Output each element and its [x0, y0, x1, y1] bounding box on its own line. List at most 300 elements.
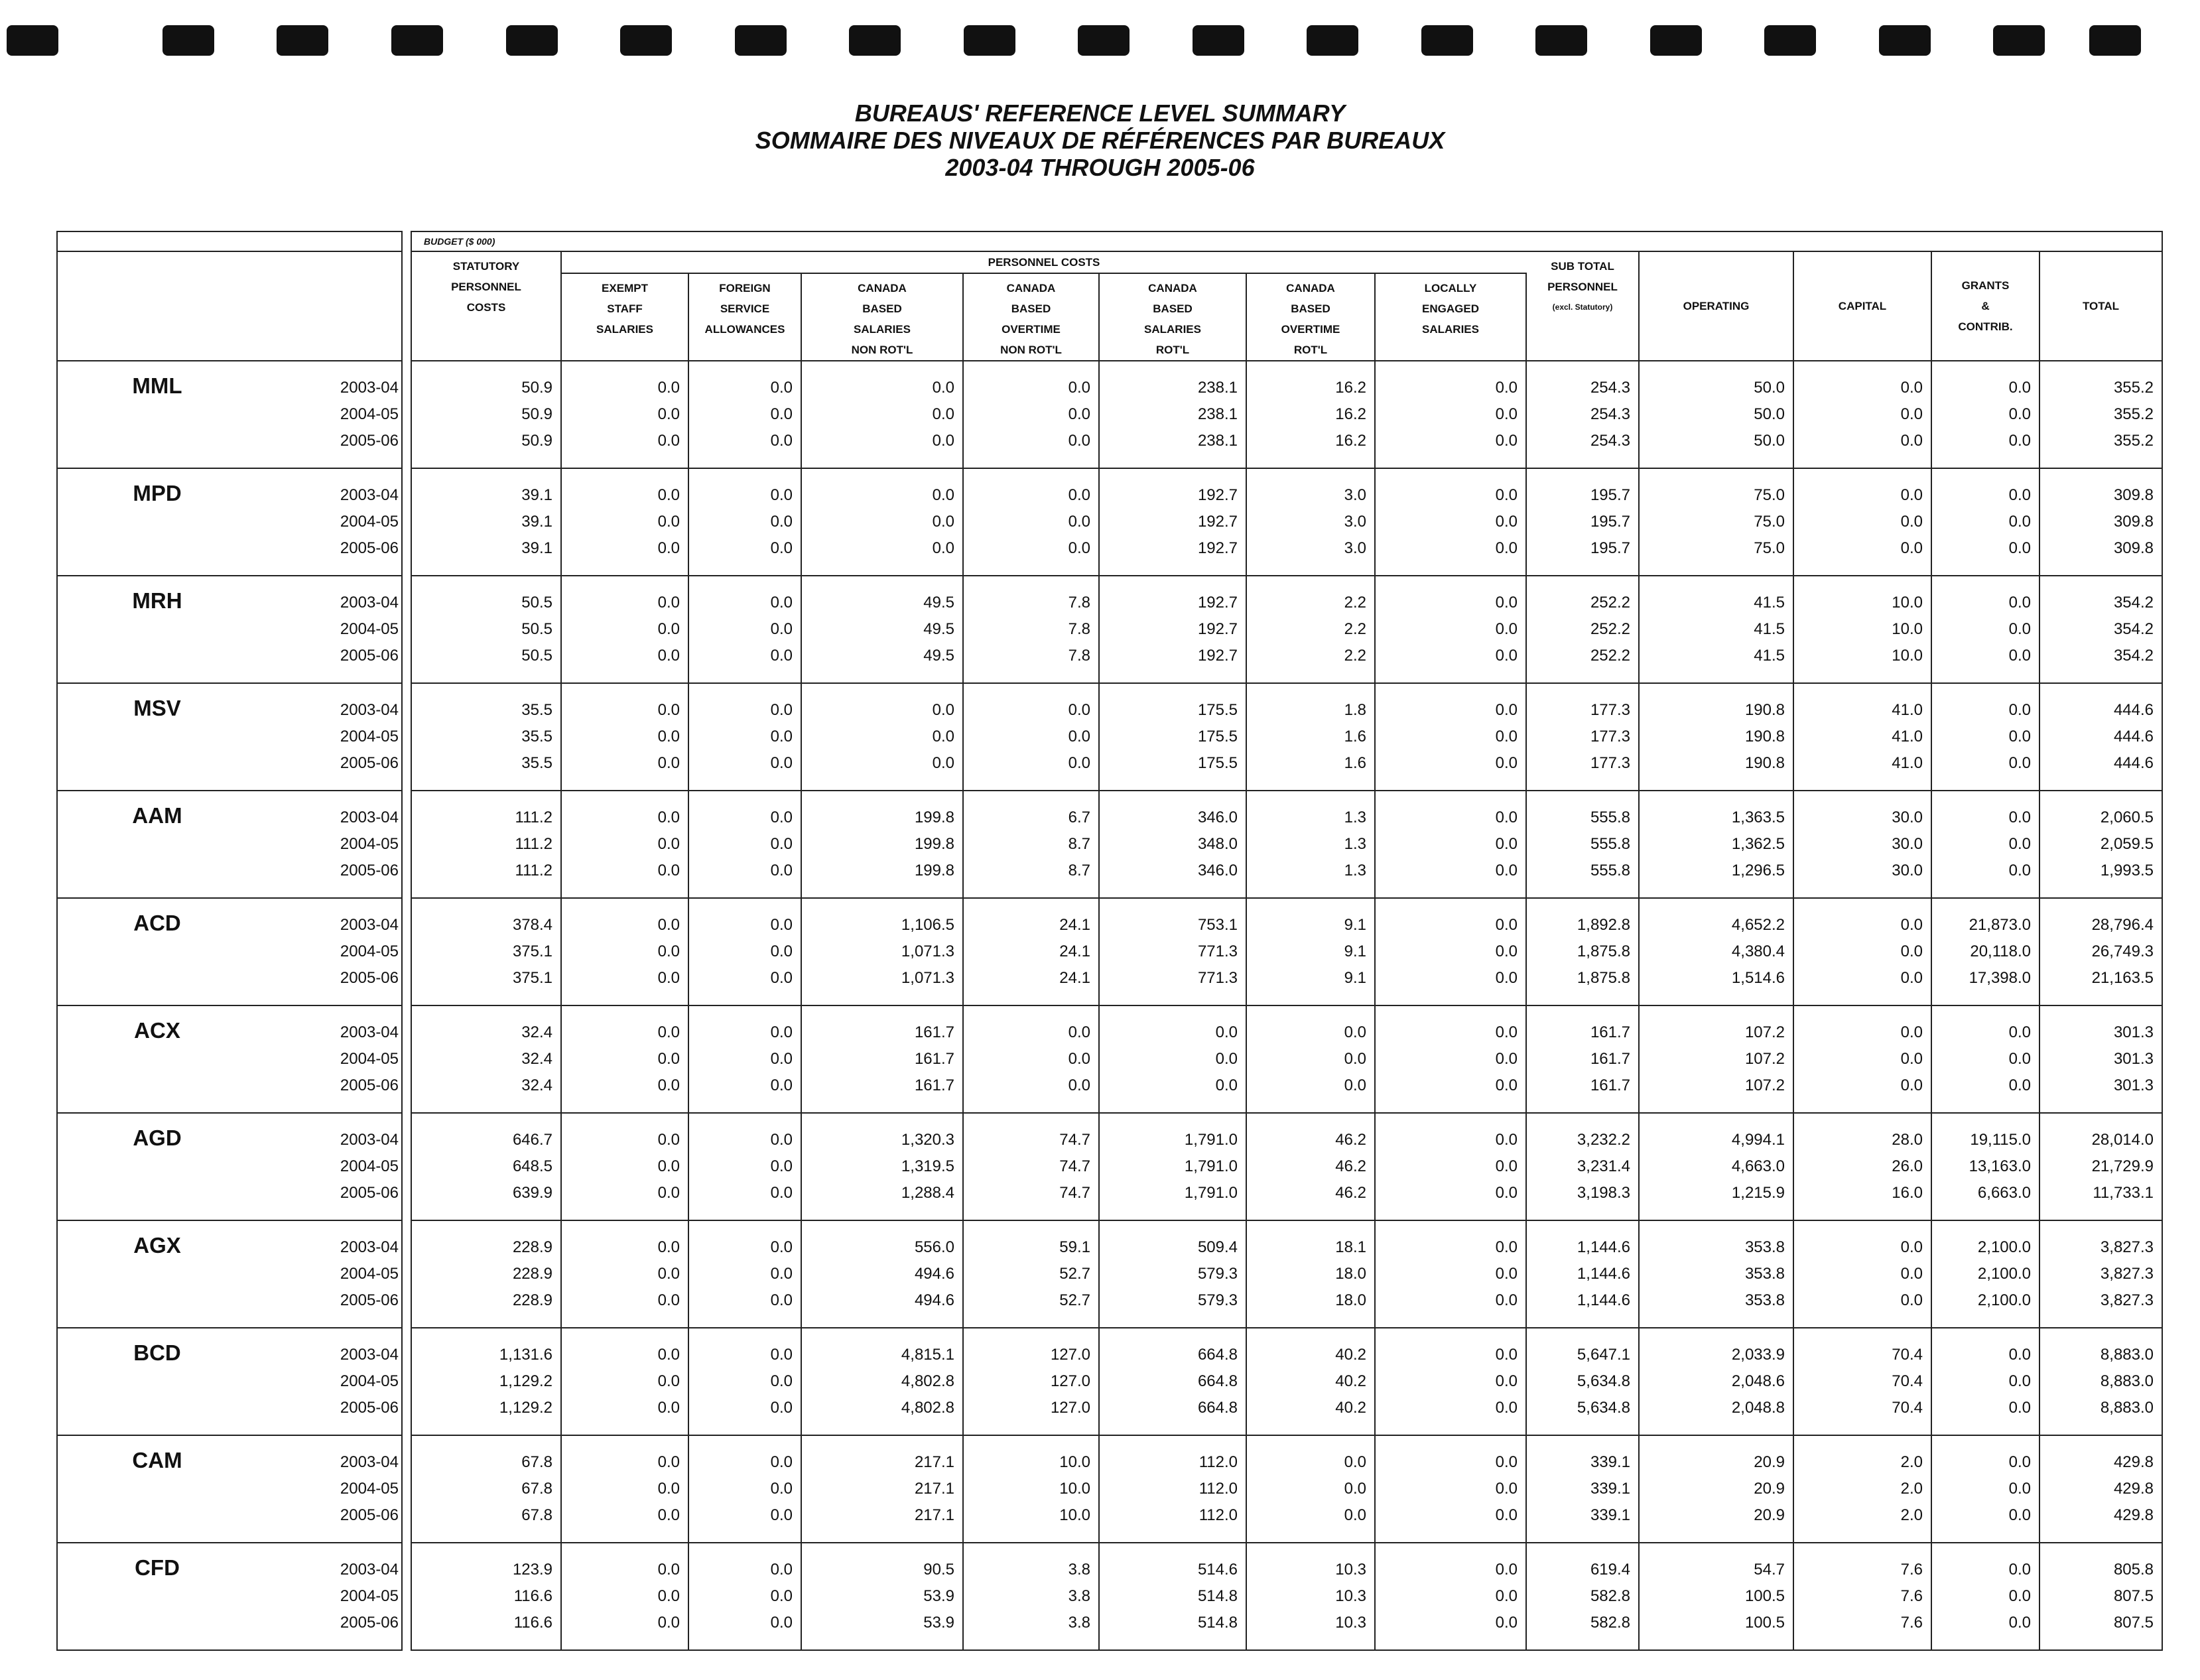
value: 1,144.6	[1577, 1238, 1630, 1256]
value: 0.0	[1495, 1157, 1518, 1175]
value-cell	[1931, 361, 2039, 468]
value-cell	[963, 791, 1099, 898]
value: 0.0	[1495, 1023, 1518, 1041]
value: 112.0	[1198, 1480, 1238, 1498]
bureau-row-group	[57, 468, 2162, 576]
value: 354.2	[2113, 647, 2154, 665]
col-header-line: &	[1981, 300, 1990, 312]
value: 2.2	[1344, 594, 1366, 612]
value-cell	[1793, 361, 1931, 468]
value: 0.0	[770, 916, 793, 934]
value: 50.0	[1754, 405, 1785, 423]
col-header-exempt	[561, 273, 688, 361]
value: 16.0	[1892, 1184, 1923, 1202]
value: 0.0	[1495, 1372, 1518, 1390]
value: 0.0	[657, 1184, 680, 1202]
value: 19,115.0	[1970, 1131, 2031, 1149]
value: 16.2	[1335, 432, 1366, 450]
value: 0.0	[770, 405, 793, 423]
value: 0.0	[1344, 1506, 1366, 1524]
value: 1,362.5	[1731, 835, 1785, 853]
value-cell	[411, 1005, 561, 1113]
bureau-row-group	[57, 683, 2162, 791]
value: 354.2	[2113, 620, 2154, 638]
value-cell	[963, 1113, 1099, 1220]
value: 50.9	[521, 432, 552, 450]
value: 10.3	[1335, 1614, 1366, 1632]
value: 100.5	[1744, 1614, 1785, 1632]
value: 8.7	[1068, 835, 1090, 853]
value: 0.0	[770, 701, 793, 719]
value-cell	[1375, 1005, 1526, 1113]
value: 0.0	[1344, 1023, 1366, 1041]
value-cell	[411, 576, 561, 683]
fiscal-years	[340, 1221, 401, 1322]
value: 21,729.9	[2091, 1157, 2154, 1175]
value-cell	[2039, 683, 2162, 791]
fiscal-year: 2005-06	[340, 1184, 399, 1202]
value: 46.2	[1335, 1157, 1366, 1175]
bureau-label-cell	[57, 683, 402, 791]
value-cell	[963, 1435, 1099, 1543]
value: 0.0	[2008, 1506, 2031, 1524]
value: 0.0	[1068, 539, 1090, 557]
value: 0.0	[657, 1265, 680, 1283]
value: 50.5	[521, 647, 552, 665]
col-header-line: BASED	[1291, 302, 1330, 315]
value-cell	[1099, 1435, 1246, 1543]
value: 0.0	[770, 1346, 793, 1364]
value: 0.0	[1495, 1614, 1518, 1632]
value: 429.8	[2113, 1480, 2154, 1498]
value: 0.0	[770, 1023, 793, 1041]
value: 1,791.0	[1184, 1131, 1238, 1149]
col-header-capital	[1793, 251, 1931, 361]
value-cell	[2039, 1113, 2162, 1220]
value: 0.0	[770, 754, 793, 772]
value: 3,827.3	[2100, 1291, 2154, 1309]
value: 2.2	[1344, 647, 1366, 665]
col-header-line: EXEMPT	[602, 282, 648, 294]
value-cell	[1639, 1435, 1793, 1543]
value: 0.0	[770, 862, 793, 879]
value: 0.0	[770, 728, 793, 745]
value: 2,033.9	[1731, 1346, 1785, 1364]
col-header-line: NON ROT'L	[851, 344, 913, 356]
value: 7.6	[1900, 1561, 1923, 1579]
value: 10.3	[1335, 1587, 1366, 1605]
value: 175.5	[1197, 728, 1238, 745]
value: 0.0	[2008, 1614, 2031, 1632]
value: 10.0	[1892, 620, 1923, 638]
personnel-costs-header: PERSONNEL COSTS	[561, 251, 1526, 273]
value: 0.0	[770, 594, 793, 612]
value: 3.0	[1344, 486, 1366, 504]
value: 0.0	[657, 486, 680, 504]
col-header-line: LOCALLY	[1424, 282, 1477, 294]
value-cell	[688, 361, 801, 468]
value: 41.0	[1892, 701, 1923, 719]
value: 3,232.2	[1577, 1131, 1630, 1149]
value: 50.5	[521, 594, 552, 612]
value: 1,296.5	[1731, 862, 1785, 879]
value: 579.3	[1197, 1291, 1238, 1309]
value-cell	[411, 468, 561, 576]
fiscal-year: 2005-06	[340, 862, 399, 879]
value-cell	[1931, 1435, 2039, 1543]
value: 0.0	[1495, 728, 1518, 745]
value: 1,892.8	[1577, 916, 1630, 934]
bureau-label-cell	[57, 1005, 402, 1113]
value-cell	[1931, 898, 2039, 1005]
value-cell	[1793, 1005, 1931, 1113]
value-cell	[1526, 683, 1639, 791]
value-cell	[801, 898, 963, 1005]
fiscal-year: 2005-06	[340, 647, 399, 665]
value: 805.8	[2113, 1561, 2154, 1579]
value: 2.0	[1900, 1506, 1923, 1524]
value-cell	[1639, 1220, 1793, 1328]
value: 664.8	[1197, 1346, 1238, 1364]
value: 0.0	[1215, 1023, 1238, 1041]
value-cell	[1099, 1113, 1246, 1220]
value: 74.7	[1059, 1184, 1090, 1202]
value-cell	[1639, 898, 1793, 1005]
col-header-line: CONTRIB.	[1958, 320, 2013, 333]
value: 6.7	[1068, 808, 1090, 826]
perforation-mark	[1193, 25, 1244, 56]
value: 1.6	[1344, 728, 1366, 745]
value-cell	[2039, 1005, 2162, 1113]
value-cell	[1793, 791, 1931, 898]
col-header-line: OVERTIME	[1281, 323, 1340, 336]
value: 2.0	[1900, 1480, 1923, 1498]
value: 0.0	[1495, 432, 1518, 450]
value: 355.2	[2113, 379, 2154, 397]
value-cell	[1639, 1328, 1793, 1435]
value-cell	[1246, 1543, 1375, 1650]
value: 0.0	[2008, 1372, 2031, 1390]
value-cell	[1931, 468, 2039, 576]
value: 0.0	[657, 647, 680, 665]
value: 0.0	[1495, 1506, 1518, 1524]
value-cell	[801, 1113, 963, 1220]
value: 0.0	[1495, 1399, 1518, 1417]
value: 59.1	[1059, 1238, 1090, 1256]
value: 0.0	[1495, 1076, 1518, 1094]
value-cell	[1526, 791, 1639, 898]
value: 0.0	[932, 486, 954, 504]
value-cell	[1639, 1113, 1793, 1220]
value: 0.0	[770, 1184, 793, 1202]
value: 0.0	[932, 701, 954, 719]
value-cell	[1526, 1435, 1639, 1543]
value-cell	[963, 898, 1099, 1005]
value-cell	[688, 898, 801, 1005]
col-header-line: ROT'L	[1293, 344, 1328, 356]
value-cell	[1099, 1005, 1246, 1113]
value: 20.9	[1754, 1506, 1785, 1524]
value-cell	[1246, 468, 1375, 576]
value: 0.0	[1495, 1265, 1518, 1283]
value-cell	[2039, 791, 2162, 898]
value: 0.0	[657, 1587, 680, 1605]
value: 0.0	[1495, 1561, 1518, 1579]
value: 3.8	[1068, 1614, 1090, 1632]
col-header-line: FOREIGN	[719, 282, 771, 294]
value-cell	[688, 1113, 801, 1220]
value: 177.3	[1590, 728, 1630, 745]
value: 0.0	[657, 701, 680, 719]
col-header-line: STATUTORY	[452, 260, 520, 273]
value: 354.2	[2113, 594, 2154, 612]
value: 0.0	[1495, 835, 1518, 853]
header-blank	[57, 251, 402, 361]
value-cell	[1793, 1113, 1931, 1220]
value-cell	[1793, 1543, 1931, 1650]
value: 0.0	[2008, 620, 2031, 638]
value: 309.8	[2113, 539, 2154, 557]
fiscal-year: 2004-05	[340, 1480, 399, 1498]
col-header-line: SALARIES	[596, 323, 653, 336]
value: 0.0	[770, 620, 793, 638]
value: 50.9	[521, 379, 552, 397]
value-cell	[1526, 361, 1639, 468]
value: 13,163.0	[1969, 1157, 2031, 1175]
value: 41.0	[1892, 728, 1923, 745]
value: 0.0	[1495, 969, 1518, 987]
value: 10.0	[1059, 1480, 1090, 1498]
value: 0.0	[657, 620, 680, 638]
value-cell	[1526, 468, 1639, 576]
value: 0.0	[932, 432, 954, 450]
col-header-line: PERSONNEL	[451, 281, 521, 293]
value: 1,071.3	[901, 942, 954, 960]
value: 17,398.0	[1969, 969, 2031, 987]
value-cell	[801, 1328, 963, 1435]
value: 0.0	[1068, 728, 1090, 745]
value: 238.1	[1197, 405, 1238, 423]
value: 49.5	[923, 620, 954, 638]
value: 0.0	[1495, 942, 1518, 960]
value-cell	[1931, 1113, 2039, 1220]
value: 116.6	[513, 1587, 552, 1605]
value: 161.7	[914, 1076, 954, 1094]
perforation-mark	[849, 25, 901, 56]
value: 35.5	[521, 701, 552, 719]
col-header-line: SUB TOTAL	[1551, 260, 1614, 273]
value-cell	[688, 1005, 801, 1113]
value: 0.0	[657, 1399, 680, 1417]
value: 0.0	[2008, 1480, 2031, 1498]
value-cell	[688, 1435, 801, 1543]
value: 348.0	[1197, 835, 1238, 853]
value-cell	[801, 576, 963, 683]
value: 2,059.5	[2100, 835, 2154, 853]
value: 35.5	[521, 728, 552, 745]
value: 41.0	[1892, 754, 1923, 772]
value-cell	[1246, 576, 1375, 683]
value: 2,100.0	[1977, 1291, 2031, 1309]
value: 26.0	[1892, 1157, 1923, 1175]
value: 2.2	[1344, 620, 1366, 638]
bureau-code: MML	[132, 373, 182, 398]
value: 10.0	[1892, 647, 1923, 665]
value: 0.0	[932, 405, 954, 423]
value: 0.0	[932, 728, 954, 745]
value-cell	[561, 898, 688, 1005]
value-cell	[1639, 361, 1793, 468]
value: 75.0	[1754, 486, 1785, 504]
value-cell	[963, 468, 1099, 576]
value: 1,144.6	[1577, 1265, 1630, 1283]
value: 5,634.8	[1577, 1372, 1630, 1390]
value-cell	[1793, 1435, 1931, 1543]
value: 639.9	[512, 1184, 552, 1202]
col-header-line: BASED	[1011, 302, 1051, 315]
value: 339.1	[1590, 1506, 1630, 1524]
fiscal-year: 2005-06	[340, 1614, 399, 1632]
value-cell	[2039, 1543, 2162, 1650]
value: 1,875.8	[1577, 969, 1630, 987]
value-cell	[1526, 1543, 1639, 1650]
bureau-label-cell	[57, 1328, 402, 1435]
value: 1.3	[1344, 835, 1366, 853]
fiscal-year: 2004-05	[340, 513, 399, 531]
value: 21,873.0	[1969, 916, 2031, 934]
value: 3.0	[1344, 539, 1366, 557]
bureau-label-cell	[57, 1113, 402, 1220]
value: 0.0	[657, 1561, 680, 1579]
value: 228.9	[512, 1238, 552, 1256]
value: 1,791.0	[1184, 1157, 1238, 1175]
value: 0.0	[932, 754, 954, 772]
value: 5,647.1	[1577, 1346, 1630, 1364]
value: 444.6	[2113, 701, 2154, 719]
value: 0.0	[1495, 1238, 1518, 1256]
fiscal-year: 2005-06	[340, 1291, 399, 1309]
value: 175.5	[1197, 754, 1238, 772]
value: 0.0	[657, 1346, 680, 1364]
bureau-row-group	[57, 1328, 2162, 1435]
value: 0.0	[1495, 1050, 1518, 1068]
bureau-row-group	[57, 1435, 2162, 1543]
value: 429.8	[2113, 1506, 2154, 1524]
fiscal-year: 2003-04	[340, 1238, 399, 1256]
value: 771.3	[1197, 942, 1238, 960]
value: 40.2	[1335, 1346, 1366, 1364]
value: 2.0	[1900, 1453, 1923, 1471]
value-cell	[1793, 468, 1931, 576]
value-cell	[2039, 468, 2162, 576]
value: 0.0	[657, 432, 680, 450]
value: 0.0	[770, 835, 793, 853]
value: 0.0	[1495, 647, 1518, 665]
value: 192.7	[1197, 620, 1238, 638]
col-header-line: STAFF	[607, 302, 643, 315]
col-header-line: CANADA	[1006, 282, 1056, 294]
value: 0.0	[657, 1480, 680, 1498]
bureau-row-group	[57, 898, 2162, 1005]
value: 0.0	[770, 1561, 793, 1579]
value: 0.0	[657, 1023, 680, 1041]
value: 0.0	[1068, 701, 1090, 719]
value: 0.0	[1900, 1050, 1923, 1068]
value-cell	[2039, 361, 2162, 468]
value: 444.6	[2113, 754, 2154, 772]
value: 11,733.1	[2093, 1184, 2154, 1202]
value: 353.8	[1744, 1238, 1785, 1256]
value-cell	[1639, 1543, 1793, 1650]
value: 0.0	[1495, 916, 1518, 934]
value-cell	[1639, 1005, 1793, 1113]
value-cell	[1246, 791, 1375, 898]
value: 192.7	[1197, 594, 1238, 612]
col-header-line: BASED	[1153, 302, 1193, 315]
value: 355.2	[2113, 405, 2154, 423]
value: 161.7	[1590, 1076, 1630, 1094]
value: 90.5	[923, 1561, 954, 1579]
value: 10.0	[1892, 594, 1923, 612]
value-cell	[1931, 683, 2039, 791]
value: 0.0	[1344, 1050, 1366, 1068]
value: 619.4	[1590, 1561, 1630, 1579]
value: 18.1	[1335, 1238, 1366, 1256]
fiscal-year: 2004-05	[340, 1372, 399, 1390]
value: 1,993.5	[2100, 862, 2154, 879]
value: 0.0	[932, 513, 954, 531]
value: 355.2	[2113, 432, 2154, 450]
fiscal-year: 2003-04	[340, 916, 399, 934]
value: 18.0	[1335, 1291, 1366, 1309]
value-cell	[1526, 1113, 1639, 1220]
fiscal-year: 2004-05	[340, 405, 399, 423]
perforation-mark	[391, 25, 443, 56]
value: 4,380.4	[1731, 942, 1785, 960]
value: 7.8	[1068, 647, 1090, 665]
value: 8,883.0	[2100, 1399, 2154, 1417]
value-cell	[411, 1543, 561, 1650]
bureau-row-group	[57, 361, 2162, 468]
value: 30.0	[1892, 808, 1923, 826]
value: 0.0	[2008, 835, 2031, 853]
value: 252.2	[1590, 594, 1630, 612]
perforation-mark	[1307, 25, 1358, 56]
value: 0.0	[1900, 969, 1923, 987]
value: 0.0	[1068, 513, 1090, 531]
value-cell	[1526, 1220, 1639, 1328]
value-cell	[963, 1543, 1099, 1650]
value-cell	[561, 361, 688, 468]
col-header-line: COSTS	[466, 301, 506, 314]
perforation-mark	[1764, 25, 1816, 56]
value: 0.0	[770, 942, 793, 960]
value: 0.0	[657, 1157, 680, 1175]
value: 0.0	[1495, 808, 1518, 826]
bureau-label-cell	[57, 468, 402, 576]
value-cell	[1246, 683, 1375, 791]
value: 0.0	[770, 539, 793, 557]
value: 0.0	[1900, 486, 1923, 504]
col-header-line: NON ROT'L	[1000, 344, 1062, 356]
fiscal-year: 2004-05	[340, 1157, 399, 1175]
value: 217.1	[914, 1506, 954, 1524]
bureau-code: ACX	[134, 1018, 180, 1043]
value: 0.0	[1215, 1076, 1238, 1094]
value: 0.0	[657, 1372, 680, 1390]
value: 74.7	[1059, 1131, 1090, 1149]
value: 0.0	[932, 539, 954, 557]
